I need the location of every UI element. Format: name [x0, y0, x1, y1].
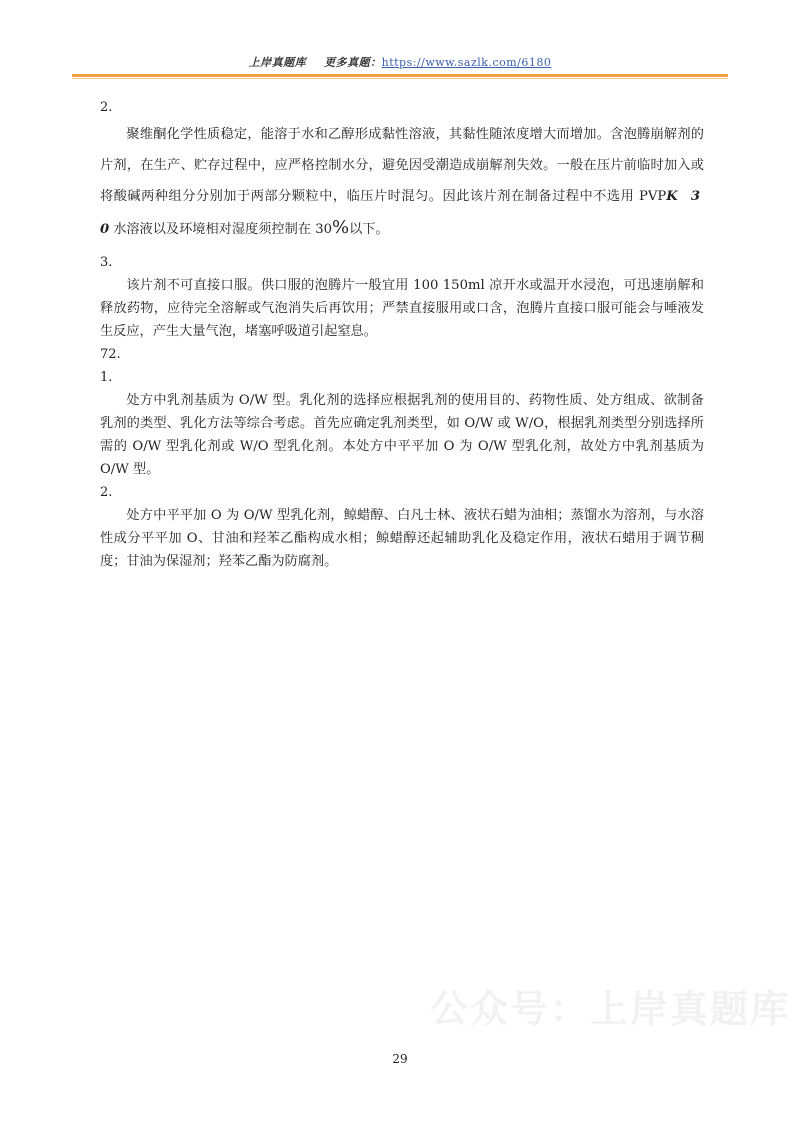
header-visit-label: 更多真题： [324, 56, 382, 69]
paragraph-text: 以下。 [349, 222, 389, 237]
answer-content [100, 96, 704, 573]
watermark: 公众号：上岸真题库 [430, 987, 791, 1031]
header-divider [72, 74, 728, 77]
paragraph-text: 聚维酮化学性质稳定，能溶于水和乙醇形成黏性溶液，其黏性随浓度增大而增加。含泡腾崩解剂的片剂，在生产、贮存过程中，应严格控制水分，避免因受潮造成崩解剂失效。一般在压片前临时加入或将酸碱两种组分分别加于两部分颗粒中，临压片时混匀。因此该片剂在制备过程中不选用 PVP [100, 127, 704, 204]
answer-paragraph: 该片剂不可直接口服。供口服的泡腾片一般宜用 100 150ml 凉开水或温开水浸泡，可迅速崩解和释放药物，应待完全溶解或气泡消失后再饮用；严禁直接服用或口含，泡腾片直接口服可能会与唾液发生反应，产生大量气泡，堵塞呼吸道引起窒息。 [100, 278, 704, 339]
paragraph-text: 水溶液以及环境相对湿度须控制在 30 [113, 222, 332, 237]
percent-sign: % [331, 217, 350, 238]
page-number: 29 [392, 1052, 408, 1066]
answer-paragraph [100, 119, 704, 245]
answer-paragraph: 处方中乳剂基质为 O/W 型。乳化剂的选择应根据乳剂的使用目的、药物性质、处方组成、欲制备乳剂的类型、乳化方法等综合考虑。首先应确定乳剂类型，如 O/W 或 W/O，根据乳剂类型分别选择所需的 O/W 型乳化剂或 W/O 型乳化剂。本处方中平平加 O 为 O/W 型乳化剂，故处方中乳剂基质为 O/W 型。 [100, 393, 704, 477]
header-site-name: 上岸真题库 [248, 56, 307, 69]
item-number: 2. [100, 485, 113, 500]
page-header [72, 54, 728, 76]
header-url-link[interactable]: https://www.sazlk.com/6180 [381, 56, 552, 69]
item-number: 2. [100, 100, 113, 115]
header-divider-thin [72, 78, 728, 79]
item-number: 3. [100, 255, 113, 270]
item-number: 1. [100, 370, 113, 385]
question-number: 72. [100, 347, 121, 362]
pvp-grade-text: K 3 0 [100, 189, 704, 237]
answer-paragraph: 处方中平平加 O 为 O/W 型乳化剂，鲸蜡醇、白凡士林、液状石蜡为油相；蒸馏水为溶剂，与水溶性成分平平加 O、甘油和羟苯乙酯构成水相；鲸蜡醇还起辅助乳化及稳定作用，液状石蜡用于调节稠度；甘油为保湿剂；羟苯乙酯为防腐剂。 [100, 508, 704, 569]
